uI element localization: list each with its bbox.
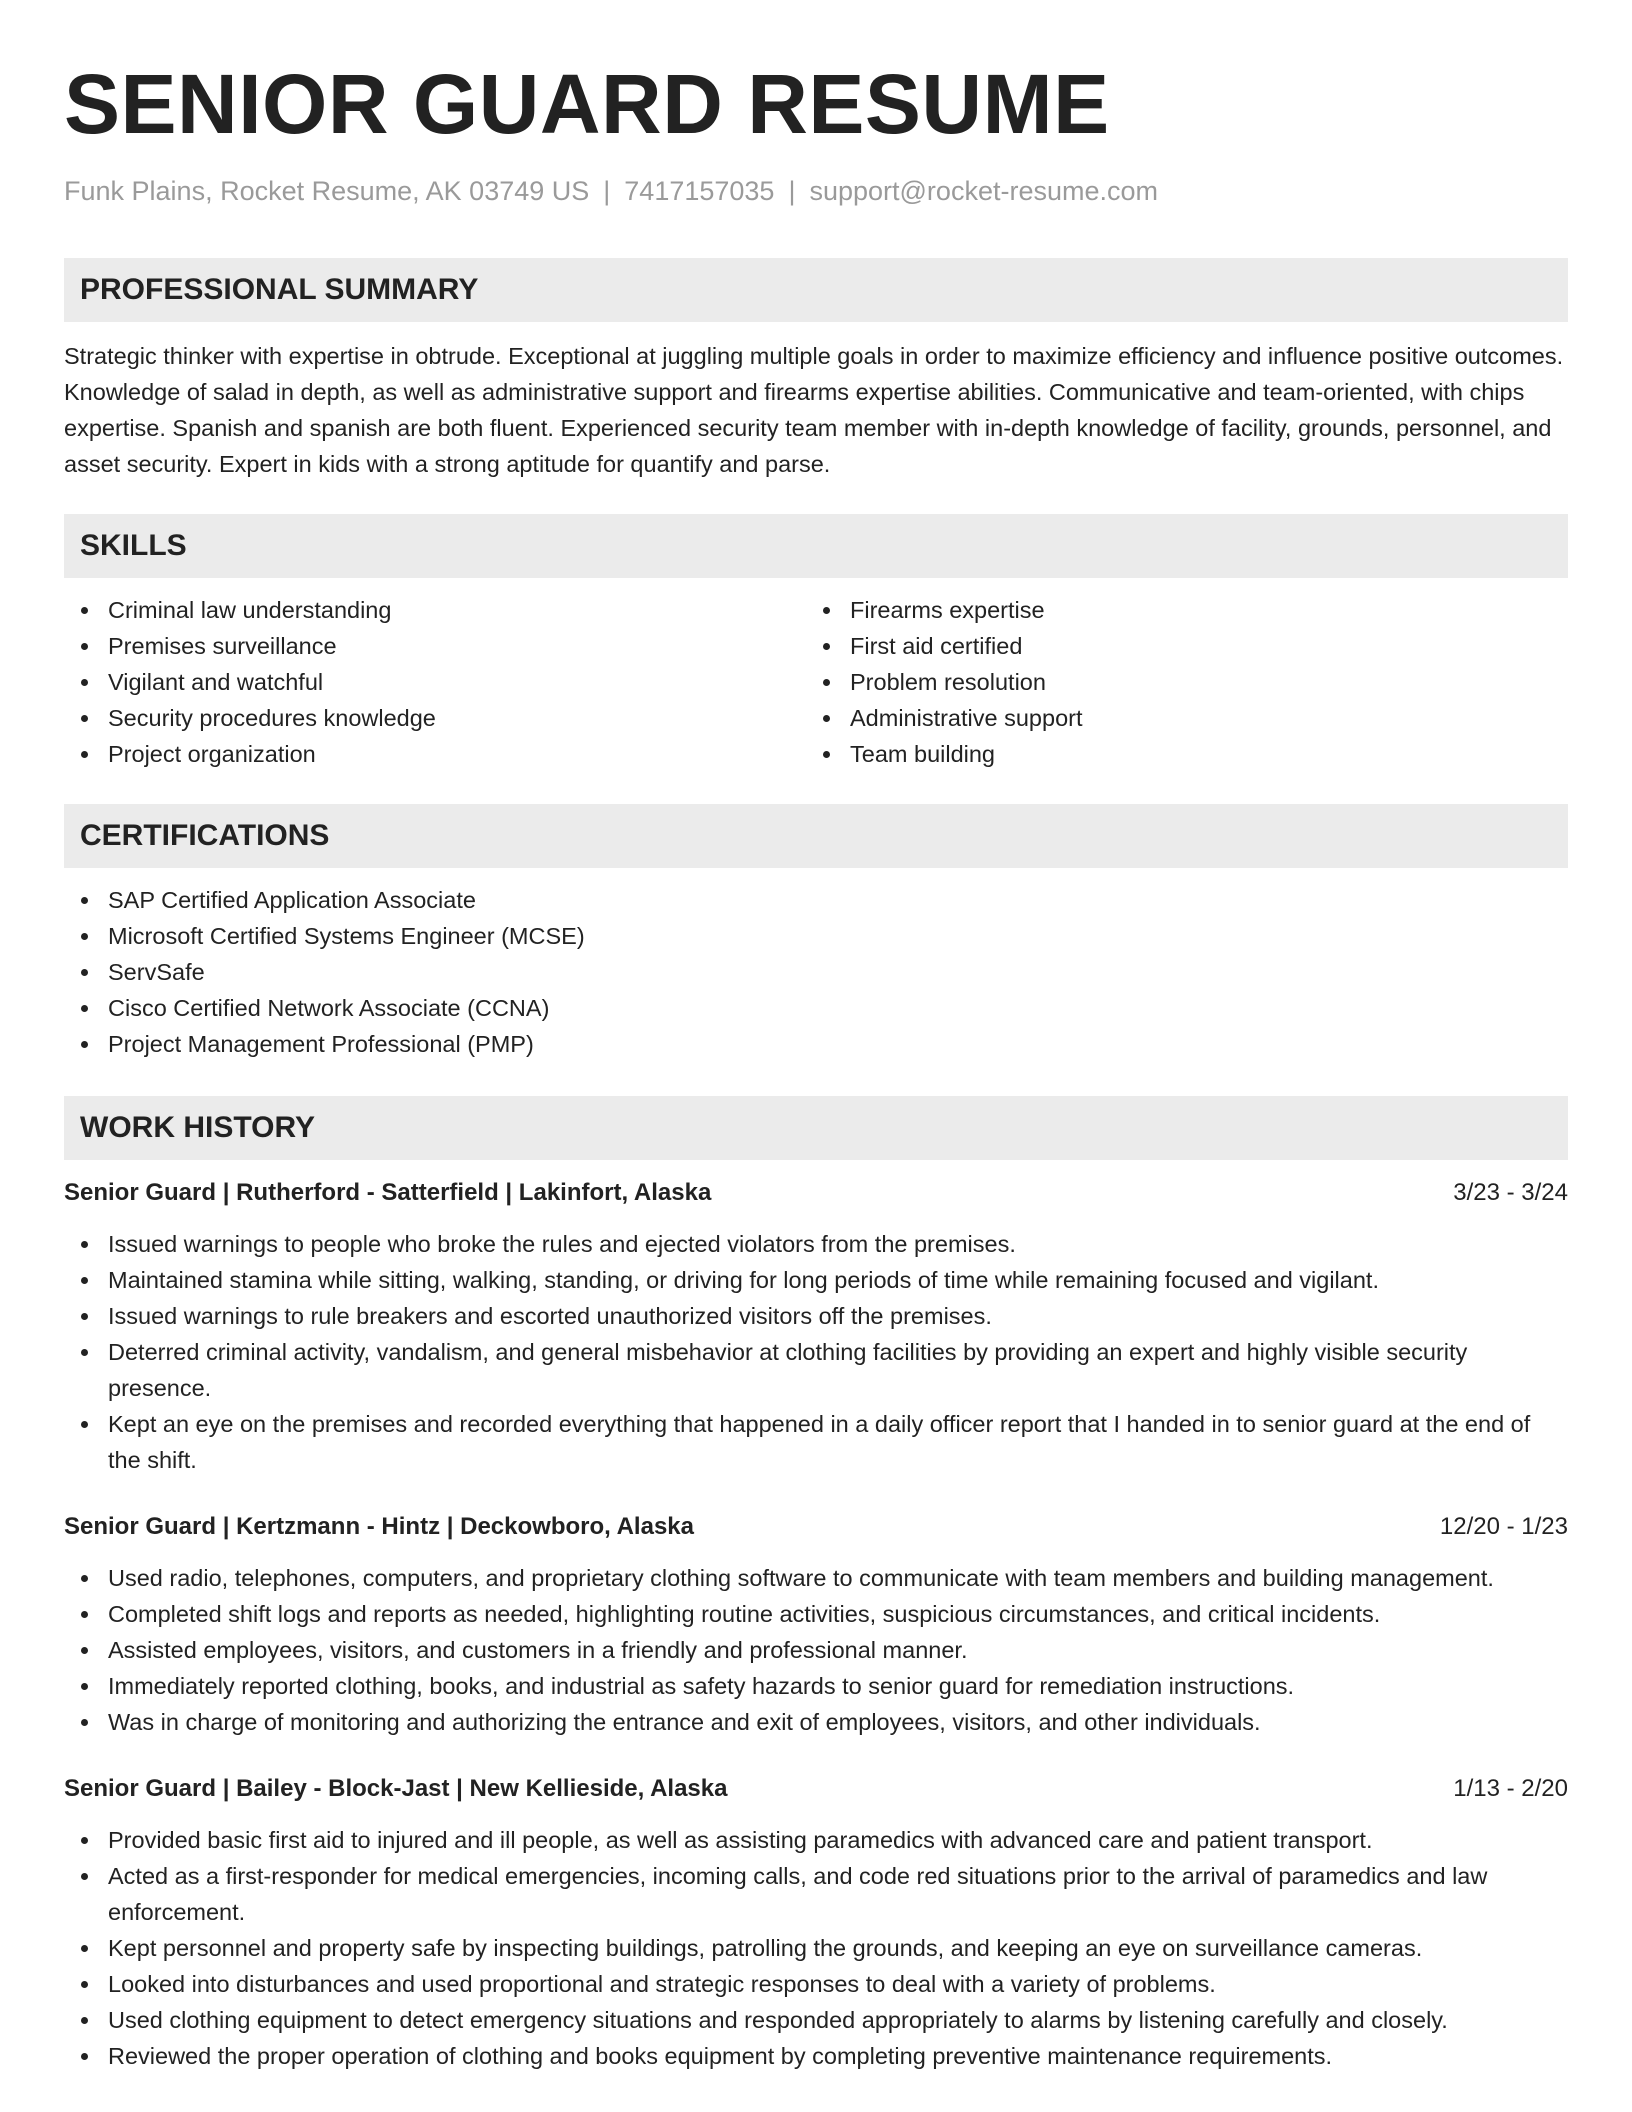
job-bullet: Was in charge of monitoring and authorizing the entrance and exit of employees, visitors, and other individuals. bbox=[64, 1704, 1568, 1740]
certification-item: Microsoft Certified Systems Engineer (MCSE) bbox=[64, 918, 1568, 954]
skill-item: Vigilant and watchful bbox=[64, 664, 806, 700]
job-bullet: Provided basic first aid to injured and ill people, as well as assisting paramedics with advanced care and patient transport. bbox=[64, 1822, 1568, 1858]
job-bullet: Issued warnings to rule breakers and escorted unauthorized visitors off the premises. bbox=[64, 1298, 1568, 1334]
job-header bbox=[64, 1176, 1568, 1210]
skill-item: Administrative support bbox=[806, 700, 1548, 736]
contact-email: support@rocket-resume.com bbox=[809, 176, 1158, 206]
job-bullet: Deterred criminal activity, vandalism, and general misbehavior at clothing facilities by providing an expert and highly visible security presence. bbox=[64, 1334, 1568, 1406]
skill-item: Team building bbox=[806, 736, 1548, 772]
job-dates: 12/20 - 1/23 bbox=[1439, 1513, 1568, 1540]
skill-item: Project organization bbox=[64, 736, 806, 772]
certification-item: SAP Certified Application Associate bbox=[64, 882, 1568, 918]
contact-address: Funk Plains, Rocket Resume, AK 03749 US bbox=[64, 176, 590, 206]
certifications-list bbox=[64, 882, 1568, 1062]
job-entry bbox=[64, 1772, 1568, 2074]
job-bullets bbox=[64, 1226, 1568, 1478]
job-dates: 1/13 - 2/20 bbox=[1453, 1775, 1568, 1802]
skills-grid bbox=[64, 592, 1568, 772]
summary-heading: PROFESSIONAL SUMMARY bbox=[64, 258, 1568, 322]
job-bullet: Used clothing equipment to detect emergency situations and responded appropriately to alarms by listening carefully and closely. bbox=[64, 2002, 1568, 2038]
skill-item: Security procedures knowledge bbox=[64, 700, 806, 736]
job-dates: 3/23 - 3/24 bbox=[1453, 1179, 1568, 1206]
job-title: Senior Guard | Bailey - Block-Jast | New Kellieside, Alaska bbox=[64, 1775, 728, 1802]
work-history-heading: WORK HISTORY bbox=[64, 1096, 1568, 1160]
job-bullet: Reviewed the proper operation of clothing and books equipment by completing preventive maintenance requirements. bbox=[64, 2038, 1568, 2074]
job-bullets bbox=[64, 1822, 1568, 2074]
job-entry bbox=[64, 1176, 1568, 1478]
certification-item: Project Management Professional (PMP) bbox=[64, 1026, 1568, 1062]
skills-heading: SKILLS bbox=[64, 514, 1568, 578]
certification-item: Cisco Certified Network Associate (CCNA) bbox=[64, 990, 1568, 1026]
job-title: Senior Guard | Rutherford - Satterfield | Lakinfort, Alaska bbox=[64, 1179, 712, 1206]
job-bullet: Maintained stamina while sitting, walking, standing, or driving for long periods of time while remaining focused and vigilant. bbox=[64, 1262, 1568, 1298]
skill-item: Problem resolution bbox=[806, 664, 1548, 700]
skill-item: Premises surveillance bbox=[64, 628, 806, 664]
job-bullets bbox=[64, 1560, 1568, 1740]
skill-item: Firearms expertise bbox=[806, 592, 1548, 628]
skills-column-right bbox=[806, 592, 1548, 772]
job-header bbox=[64, 1772, 1568, 1806]
certifications-heading: CERTIFICATIONS bbox=[64, 804, 1568, 868]
job-bullet: Completed shift logs and reports as needed, highlighting routine activities, suspicious circumstances, and critical incidents. bbox=[64, 1596, 1568, 1632]
job-header bbox=[64, 1510, 1568, 1544]
job-bullet: Issued warnings to people who broke the rules and ejected violators from the premises. bbox=[64, 1226, 1568, 1262]
skills-column-left bbox=[64, 592, 806, 772]
job-bullet: Kept personnel and property safe by inspecting buildings, patrolling the grounds, and keeping an eye on surveillance cameras. bbox=[64, 1930, 1568, 1966]
job-bullet: Kept an eye on the premises and recorded everything that happened in a daily officer report that I handed in to senior guard at the end of the shift. bbox=[64, 1406, 1568, 1478]
contact-line bbox=[64, 174, 1568, 208]
resume-page bbox=[64, 0, 1568, 2074]
job-bullet: Acted as a first-responder for medical emergencies, incoming calls, and code red situations prior to the arrival of paramedics and law enforcement. bbox=[64, 1858, 1568, 1930]
contact-separator: | bbox=[788, 176, 796, 206]
job-bullet: Assisted employees, visitors, and customers in a friendly and professional manner. bbox=[64, 1632, 1568, 1668]
contact-phone: 7417157035 bbox=[624, 176, 775, 206]
resume-title: SENIOR GUARD RESUME bbox=[64, 57, 1110, 151]
summary-text: Strategic thinker with expertise in obtrude. Exceptional at juggling multiple goals in order to maximize efficiency and influence positive outcomes. Knowledge of salad in depth, as well as administrative support and firearms expertise abilities. Communicative and team-oriented, with chips expertise. Spanish and spanish are both fluent. Experienced security team member with in-depth knowledge of facility, grounds, personnel, and asset security. Expert in kids with a strong aptitude for quantify and parse. bbox=[64, 343, 1564, 477]
skill-item: Criminal law understanding bbox=[64, 592, 806, 628]
job-title: Senior Guard | Kertzmann - Hintz | Deckowboro, Alaska bbox=[64, 1513, 694, 1540]
certification-item: ServSafe bbox=[64, 954, 1568, 990]
job-bullet: Immediately reported clothing, books, and industrial as safety hazards to senior guard for remediation instructions. bbox=[64, 1668, 1568, 1704]
skill-item: First aid certified bbox=[806, 628, 1548, 664]
contact-separator: | bbox=[603, 176, 611, 206]
job-bullet: Looked into disturbances and used proportional and strategic responses to deal with a variety of problems. bbox=[64, 1966, 1568, 2002]
job-bullet: Used radio, telephones, computers, and proprietary clothing software to communicate with team members and building management. bbox=[64, 1560, 1568, 1596]
job-entry bbox=[64, 1510, 1568, 1740]
